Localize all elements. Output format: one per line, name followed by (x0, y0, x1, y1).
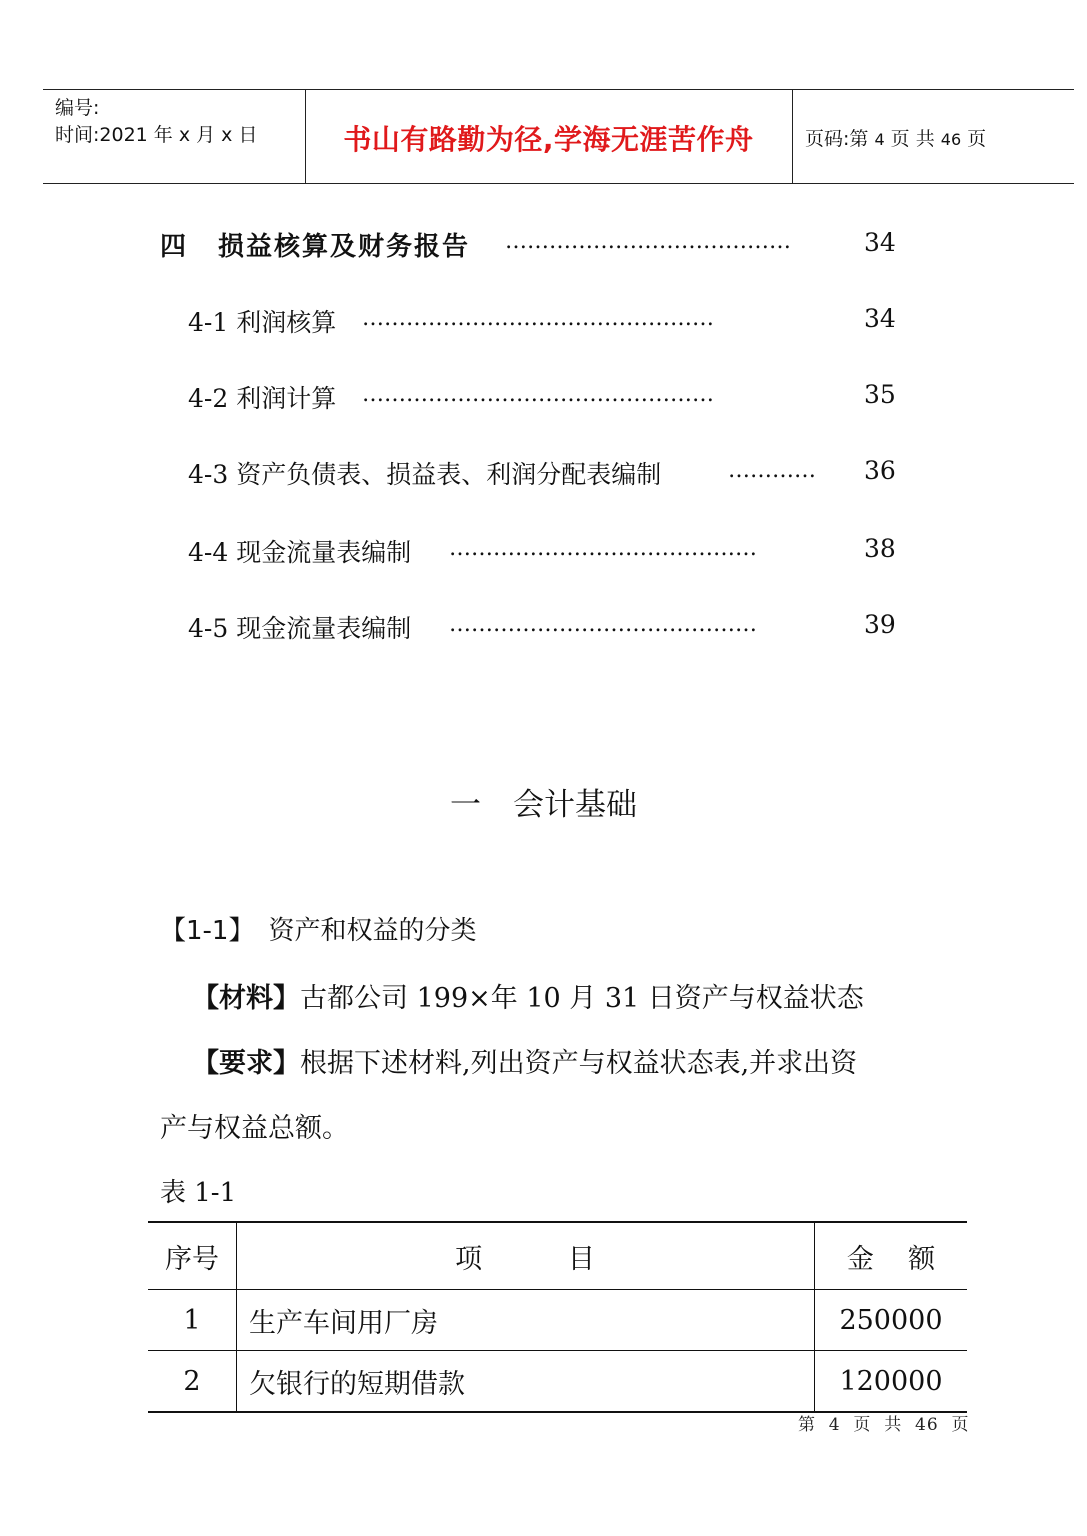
table-header-row (148, 1222, 967, 1290)
document-number-label: 编号: (55, 97, 100, 119)
page-mid: 页 共 (884, 128, 941, 150)
material-text: 古都公司 199×年 10 月 31 日资产与权益状态 (300, 983, 864, 1014)
assets-table (148, 1221, 967, 1413)
header-item: 项 目 (237, 1222, 815, 1290)
toc-leader-dots: ………………………………… (505, 229, 791, 254)
cell-seq: 1 (148, 1290, 237, 1351)
toc-chapter-title: 损益核算及财务报告 (218, 232, 471, 262)
section-title: 资产和权益的分类 (268, 916, 477, 946)
toc-item-4-3[interactable]: 4-3 资产负债表、损益表、利润分配表编制 (188, 460, 662, 489)
toc-chapter-entry[interactable] (160, 226, 470, 263)
header-seq: 序号 (148, 1222, 237, 1290)
section-code: 【1-1】 (160, 916, 255, 946)
page-prefix: 页码:第 (805, 128, 875, 150)
requirement-tag: 【要求】 (192, 1048, 300, 1079)
toc-leader-dots: ………………………………………… (362, 382, 714, 407)
toc-chapter-page: 34 (864, 228, 896, 257)
header-amount: 金 额 (815, 1222, 968, 1290)
toc-item-page: 38 (864, 534, 896, 563)
chapter-index: 一 (450, 787, 481, 823)
header-motto: 书山有路勤为径,学海无涯苦作舟 (343, 123, 754, 156)
section-heading (160, 910, 476, 947)
toc-item-page: 36 (864, 456, 896, 485)
page-header (43, 89, 1074, 184)
toc-item-page: 35 (864, 380, 896, 409)
toc-item-4-2[interactable]: 4-2 利润计算 (188, 384, 337, 413)
material-paragraph (192, 976, 864, 1015)
page-footer: 第 4 页 共 46 页 (798, 1415, 970, 1435)
cell-seq: 2 (148, 1351, 237, 1413)
cell-amount: 120000 (815, 1351, 968, 1413)
toc-item-4-1[interactable]: 4-1 利润核算 (188, 308, 337, 337)
document-time-label: 时间:2021 年 x 月 x 日 (55, 124, 258, 146)
header-meta-cell (43, 90, 306, 183)
requirement-line2: 产与权益总额。 (160, 1113, 349, 1144)
page-total: 46 (940, 130, 962, 149)
table-caption: 表 1-1 (160, 1178, 237, 1208)
toc-item-page: 39 (864, 610, 896, 639)
cell-amount: 250000 (815, 1290, 968, 1351)
toc-leader-dots: ………………………………………… (362, 306, 714, 331)
toc-leader-dots: …………………………………… (449, 612, 757, 637)
header-page-cell (793, 90, 1074, 183)
toc-item-4-5[interactable]: 4-5 现金流量表编制 (188, 614, 412, 643)
toc-chapter-number: 四 (160, 232, 189, 262)
requirement-paragraph (192, 1041, 857, 1080)
toc-leader-dots: …………………………………… (449, 536, 757, 561)
material-tag: 【材料】 (192, 983, 300, 1014)
header-page-number (805, 124, 986, 151)
cell-item: 生产车间用厂房 (237, 1290, 815, 1351)
header-motto-cell (305, 90, 793, 183)
table-row (148, 1290, 967, 1351)
cell-item: 欠银行的短期借款 (237, 1351, 815, 1413)
table-row (148, 1351, 967, 1413)
toc-item-4-4[interactable]: 4-4 现金流量表编制 (188, 538, 412, 567)
page-suffix: 页 (961, 128, 987, 150)
chapter-title: 会计基础 (513, 787, 637, 823)
toc-leader-dots: ………… (728, 458, 816, 483)
requirement-line1: 根据下述材料,列出资产与权益状态表,并求出资 (300, 1048, 858, 1079)
page-current: 4 (874, 130, 885, 149)
chapter-heading (0, 779, 1087, 824)
toc-item-page: 34 (864, 304, 896, 333)
